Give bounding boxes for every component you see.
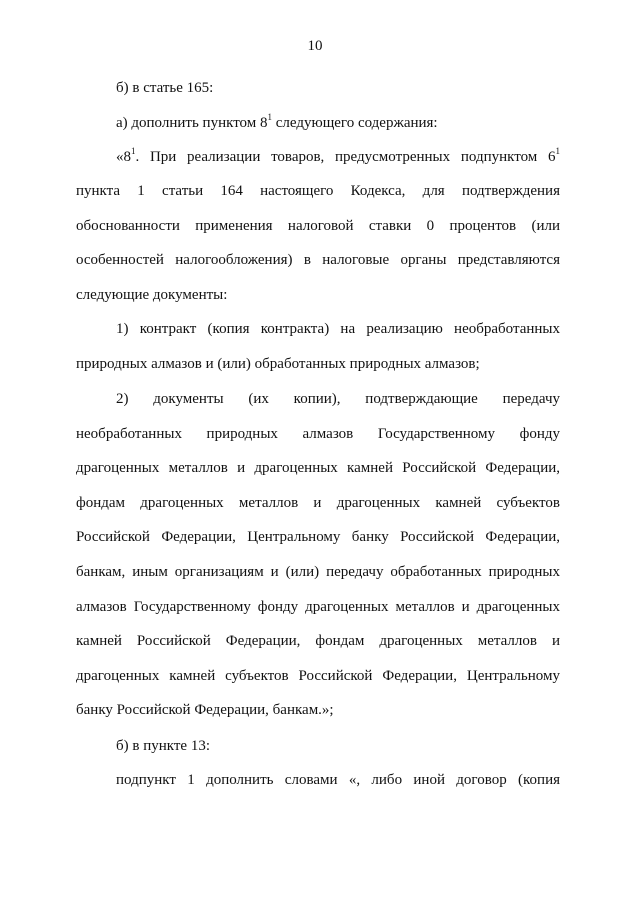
text-line [116, 147, 560, 167]
line-text: б) в статье 165: [116, 80, 214, 96]
text-line [76, 285, 227, 305]
text-line [76, 700, 334, 720]
line-text: природных алмазов и (или) обработанных природных алмазов; [76, 356, 480, 372]
line-text: камней Российской Федерации, фондам драгоценных металлов и [76, 633, 560, 649]
line-text: . При реализации товаров, предусмотренных подпунктом 6 [135, 149, 556, 165]
text-line [76, 666, 560, 686]
line-text: особенностей налогообложения) в налоговые органы представляются [76, 252, 560, 268]
line-text: драгоценных металлов и драгоценных камней Российской Федерации, [76, 460, 560, 476]
text-line [116, 78, 213, 98]
line-text: 2) документы (их копии), подтверждающие передачу [116, 391, 560, 407]
text-line [76, 424, 560, 444]
text-line [116, 389, 560, 409]
superscript: 1 [131, 146, 136, 156]
line-text: следующего содержания: [272, 115, 438, 131]
line-text: банку Российской Федерации, банкам.»; [76, 702, 334, 718]
superscript: 1 [267, 112, 273, 122]
line-text: а) дополнить пунктом 8 [116, 115, 268, 131]
text-line [76, 354, 480, 374]
superscript: 1 [555, 146, 560, 156]
text-line [76, 562, 560, 582]
line-text: банкам, иным организациям и (или) передачу обработанных природных [76, 564, 560, 580]
text-line [116, 736, 210, 756]
line-text: «8 [116, 149, 131, 165]
line-text: б) в пункте 13: [116, 738, 210, 754]
text-line [76, 597, 560, 617]
line-text: 1) контракт (копия контракта) на реализацию необработанных [116, 321, 560, 337]
text-line [116, 770, 560, 790]
line-text: Российской Федерации, Центральному банку Российской Федерации, [76, 529, 560, 545]
line-text: фондам драгоценных металлов и драгоценных камней субъектов [76, 495, 560, 511]
line-text: алмазов Государственному фонду драгоценных металлов и драгоценных [76, 599, 560, 615]
text-line [76, 527, 560, 547]
text-line [116, 113, 438, 133]
text-line [76, 458, 560, 478]
text-line [76, 181, 560, 201]
line-text: драгоценных камней субъектов Российской Федерации, Центральному [76, 668, 560, 684]
text-line [76, 250, 560, 270]
line-text: обоснованности применения налоговой ставки 0 процентов (или [76, 218, 560, 234]
line-text: пункта 1 статьи 164 настоящего Кодекса, для подтверждения [76, 183, 560, 199]
text-line [76, 493, 560, 513]
line-text: следующие документы: [76, 287, 228, 303]
line-text: подпункт 1 дополнить словами «, либо иной договор (копия [116, 772, 560, 788]
text-line [76, 631, 560, 651]
text-line [76, 216, 560, 236]
text-line [116, 319, 560, 339]
line-text: необработанных природных алмазов Государственному фонду [76, 426, 560, 442]
page-number: 10 [307, 38, 323, 54]
